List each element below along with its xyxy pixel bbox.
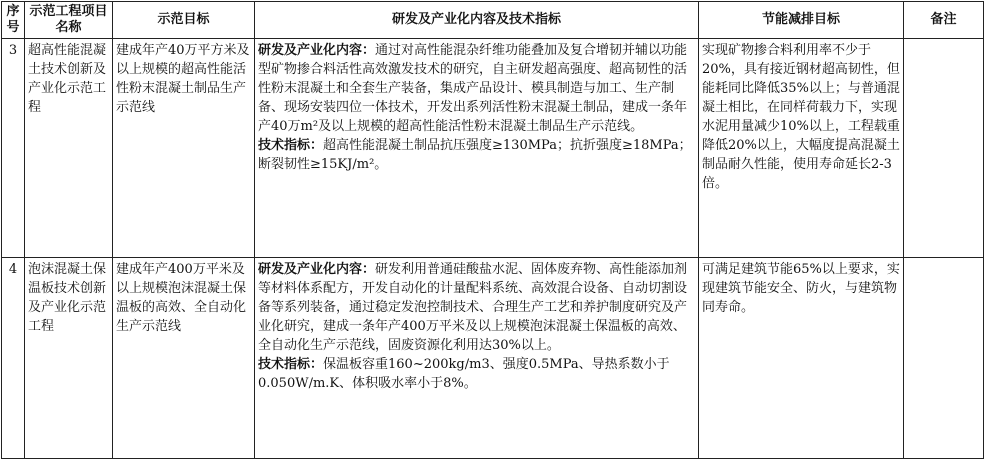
row-project-name: 泡沫混凝土保温板技术创新及产业化示范工程 bbox=[25, 258, 113, 459]
header-rd-content: 研发及产业化内容及技术指标 bbox=[255, 2, 699, 39]
tech-index-text: 超高性能混凝土制品抗压强度≥130MPa；抗折强度≥18MPa；断裂韧性≥15KJ/m²。 bbox=[258, 138, 692, 172]
tech-index-label: 技术指标： bbox=[258, 138, 324, 153]
table-row bbox=[2, 39, 984, 258]
project-table bbox=[1, 1, 984, 459]
rd-content-paragraph bbox=[258, 41, 695, 136]
header-notes: 备注 bbox=[904, 2, 984, 39]
rd-content-paragraph bbox=[258, 260, 695, 355]
table-row bbox=[2, 258, 984, 459]
row-serial: 4 bbox=[2, 258, 25, 459]
tech-index-paragraph bbox=[258, 355, 695, 393]
header-serial: 序号 bbox=[2, 2, 25, 39]
tech-index-text: 保温板容重160~200kg/m3、强度0.5MPa、导热系数小于0.050W/m.K、体积吸水率小于8%。 bbox=[258, 357, 670, 391]
row-serial: 3 bbox=[2, 39, 25, 258]
header-energy-goal: 节能减排目标 bbox=[699, 2, 904, 39]
rd-content-label: 研发及产业化内容： bbox=[258, 262, 376, 277]
rd-content-text: 通过对高性能混杂纤维功能叠加及复合增韧并辅以功能型矿物掺合料活性高效激发技术的研究，自主研发超高强度、超高韧性的活性粉末混凝土和全套生产装备，集成产品设计、模具制造与加工、生产制备、现场安装四位一体技术，开发出系列活性粉末混凝土制品，建成一条年产40万m²及以上规模的超高性能活性粉末混凝土制品生产示范线。 bbox=[258, 43, 688, 134]
row-notes bbox=[904, 258, 984, 459]
table-header-row bbox=[2, 2, 984, 39]
row-demo-goal: 建成年产40万平方米及以上规模的超高性能活性粉末混凝土制品生产示范线 bbox=[113, 39, 255, 258]
tech-index-paragraph bbox=[258, 136, 695, 174]
tech-index-label: 技术指标： bbox=[258, 357, 324, 372]
header-demo-goal: 示范目标 bbox=[113, 2, 255, 39]
row-rd-content bbox=[255, 258, 699, 459]
row-notes bbox=[904, 39, 984, 258]
header-project-name: 示范工程项目名称 bbox=[25, 2, 113, 39]
row-project-name: 超高性能混凝土技术创新及产业化示范工程 bbox=[25, 39, 113, 258]
rd-content-text: 研发利用普通硅酸盐水泥、固体废弃物、高性能添加剂等材料体系配方，开发自动化的计量配料系统、高效混合设备、自动切割设备等系列装备，通过稳定发泡控制技术、合理生产工艺和养护制度研究及产业化研究，建成一条年产400万平米及以上规模泡沫混凝土保温板的高效、全自动化生产示范线，固废资源化利用达30%以上。 bbox=[258, 262, 688, 353]
row-demo-goal: 建成年产400万平米及以上规模泡沫混凝土保温板的高效、全自动化生产示范线 bbox=[113, 258, 255, 459]
row-rd-content bbox=[255, 39, 699, 258]
rd-content-label: 研发及产业化内容： bbox=[258, 43, 376, 58]
row-energy-goal: 可满足建筑节能65%以上要求，实现建筑节能安全、防火，与建筑物同寿命。 bbox=[699, 258, 904, 459]
row-energy-goal: 实现矿物掺合料利用率不少于20%，具有接近钢材超高韧性，但能耗同比降低35%以上；与普通混凝土相比，在同样荷载力下，实现水泥用量减少10%以上，工程载重降低20%以上，大幅度提高混凝土制品耐久性能，使用寿命延长2-3倍。 bbox=[699, 39, 904, 258]
